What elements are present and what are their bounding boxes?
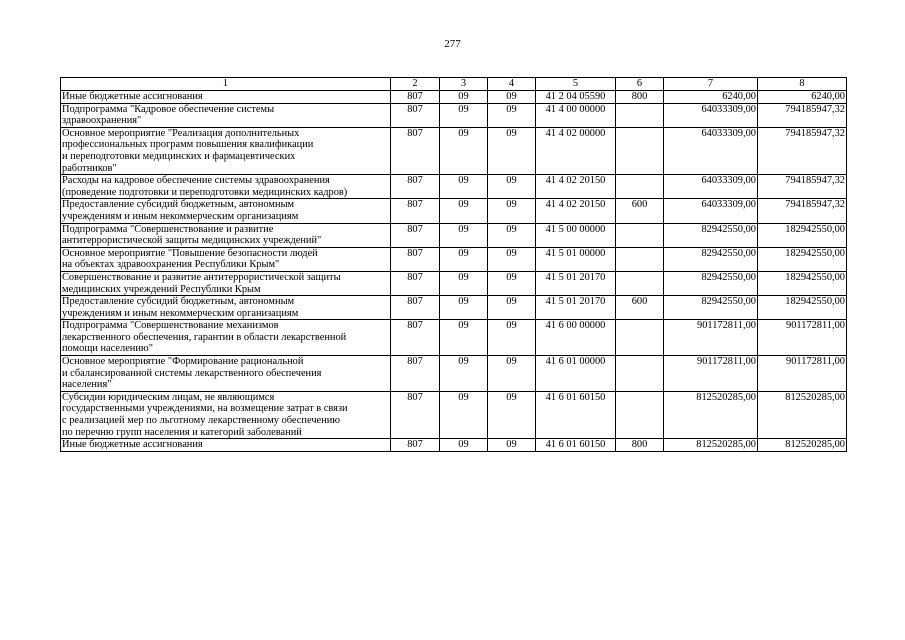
amount-cell [758, 391, 847, 438]
code-cell-text: 807 [407, 271, 423, 283]
section-cell-text: 09 [458, 439, 469, 451]
subsection-cell-text: 09 [506, 271, 517, 283]
section-cell [440, 296, 488, 320]
section-cell-text: 09 [458, 223, 469, 235]
row-name-cell-text: Совершенствование и развитие антитеррористической защиты медицинских учреждений Республики Крым [62, 271, 341, 295]
expense-type-cell [616, 296, 664, 320]
amount-cell [758, 296, 847, 320]
amount-cell [758, 271, 847, 295]
row-name-cell-text: Расходы на кадровое обеспечение системы здравоохранения (проведение подготовки и переподготовки медицинских кадров) [62, 175, 348, 198]
section-cell-text: 09 [458, 247, 469, 259]
row-name-cell [61, 199, 391, 223]
subsection-cell-text: 09 [506, 127, 517, 139]
section-cell-text: 09 [458, 391, 469, 403]
code-cell-text: 807 [407, 127, 423, 139]
target-article-cell-text: 41 5 01 20170 [545, 296, 606, 308]
subsection-cell [488, 103, 536, 127]
table-row [61, 320, 847, 356]
amount-cell [664, 247, 758, 271]
target-article-cell [536, 103, 616, 127]
subsection-cell [488, 296, 536, 320]
section-cell [440, 271, 488, 295]
row-name-cell [61, 391, 391, 438]
amount-cell [664, 356, 758, 392]
amount-cell-text: 182942550,00 [785, 223, 845, 235]
amount-cell-text: 182942550,00 [785, 271, 845, 283]
subsection-cell [488, 247, 536, 271]
row-name-cell-text: Предоставление субсидий бюджетным, автономным учреждениям и иным некоммерческим организациям [62, 199, 299, 222]
subsection-cell [488, 391, 536, 438]
subsection-cell [488, 175, 536, 199]
target-article-cell [536, 91, 616, 104]
target-article-cell [536, 439, 616, 452]
column-header: 7 [664, 78, 758, 91]
subsection-cell [488, 439, 536, 452]
subsection-cell [488, 127, 536, 174]
amount-cell-text: 82942550,00 [701, 271, 756, 283]
target-article-cell [536, 391, 616, 438]
amount-cell-text: 64033309,00 [701, 103, 756, 115]
expense-type-cell [616, 127, 664, 174]
target-article-cell [536, 296, 616, 320]
table-row [61, 175, 847, 199]
column-header: 1 [61, 78, 391, 91]
code-cell-text: 807 [407, 103, 423, 115]
row-name-cell [61, 91, 391, 104]
table-row [61, 271, 847, 295]
code-cell-text: 807 [407, 247, 423, 259]
code-cell [391, 391, 440, 438]
row-name-cell [61, 439, 391, 452]
expense-type-cell [616, 103, 664, 127]
expense-type-cell [616, 175, 664, 199]
column-header: 5 [536, 78, 616, 91]
header-row [61, 78, 847, 91]
code-cell-text: 807 [407, 199, 423, 211]
target-article-cell-text: 41 4 00 00000 [545, 103, 606, 115]
target-article-cell-text: 41 5 00 00000 [545, 223, 606, 235]
amount-cell-text: 812520285,00 [785, 439, 845, 451]
section-cell [440, 103, 488, 127]
code-cell [391, 296, 440, 320]
table-row [61, 247, 847, 271]
expense-type-cell [616, 391, 664, 438]
code-cell-text: 807 [407, 391, 423, 403]
target-article-cell [536, 271, 616, 295]
amount-cell-text: 82942550,00 [701, 223, 756, 235]
target-article-cell [536, 223, 616, 247]
target-article-cell [536, 175, 616, 199]
expense-type-cell [616, 91, 664, 104]
target-article-cell-text: 41 6 01 60150 [545, 391, 606, 403]
row-name-cell [61, 223, 391, 247]
column-header: 6 [616, 78, 664, 91]
subsection-cell-text: 09 [506, 439, 517, 451]
amount-cell [664, 320, 758, 356]
amount-cell-text: 6240,00 [722, 91, 756, 102]
code-cell-text: 807 [407, 296, 423, 308]
target-article-cell-text: 41 4 02 20150 [545, 199, 606, 211]
row-name-cell [61, 271, 391, 295]
amount-cell-text: 901172811,00 [697, 356, 756, 368]
subsection-cell [488, 271, 536, 295]
amount-cell [664, 175, 758, 199]
row-name-cell [61, 103, 391, 127]
table-row [61, 127, 847, 174]
expense-type-cell-text: 800 [631, 439, 648, 451]
subsection-cell [488, 356, 536, 392]
amount-cell-text: 182942550,00 [785, 296, 845, 308]
section-cell-text: 09 [458, 103, 469, 115]
subsection-cell-text: 09 [506, 223, 517, 235]
section-cell-text: 09 [458, 199, 469, 211]
subsection-cell-text: 09 [506, 391, 517, 403]
section-cell [440, 356, 488, 392]
subsection-cell [488, 223, 536, 247]
code-cell [391, 439, 440, 452]
expense-type-cell-text: 600 [631, 199, 648, 211]
section-cell-text: 09 [458, 271, 469, 283]
target-article-cell [536, 247, 616, 271]
amount-cell [758, 439, 847, 452]
code-cell-text: 807 [407, 91, 423, 102]
amount-cell [758, 320, 847, 356]
amount-cell-text: 6240,00 [811, 91, 845, 102]
row-name-cell-text: Подпрограмма "Совершенствование механизмов лекарственного обеспечения, гарантии в области лекарственной помощи населению" [62, 320, 347, 355]
expense-type-cell [616, 320, 664, 356]
subsection-cell [488, 91, 536, 104]
expense-type-cell-text: 600 [631, 296, 648, 308]
amount-cell [664, 391, 758, 438]
section-cell [440, 91, 488, 104]
table-row [61, 199, 847, 223]
subsection-cell [488, 199, 536, 223]
table-row [61, 439, 847, 452]
row-name-cell-text: Основное мероприятие "Реализация дополнительных профессиональных программ повышения квалификации и переподготовки медицинских и фармацевтических работников" [62, 127, 314, 174]
subsection-cell-text: 09 [506, 296, 517, 308]
expense-type-cell [616, 199, 664, 223]
code-cell-text: 807 [407, 439, 423, 451]
amount-cell-text: 812520285,00 [696, 391, 756, 403]
amount-cell [664, 296, 758, 320]
amount-cell-text: 182942550,00 [785, 247, 845, 259]
amount-cell-text: 82942550,00 [701, 296, 756, 308]
expense-type-cell [616, 439, 664, 452]
amount-cell-text: 64033309,00 [701, 127, 756, 139]
row-name-cell-text: Подпрограмма "Совершенствование и развитие антитеррористической защиты медицинских учреждений" [62, 223, 322, 247]
target-article-cell-text: 41 6 00 00000 [545, 320, 606, 332]
target-article-cell [536, 320, 616, 356]
table-row [61, 356, 847, 392]
amount-cell-text: 64033309,00 [701, 175, 756, 187]
row-name-cell-text: Основное мероприятие "Формирование рациональной и сбалансированной системы лекарственного обеспечения населения" [62, 356, 322, 391]
table-row [61, 391, 847, 438]
target-article-cell [536, 199, 616, 223]
amount-cell-text: 794185947,32 [785, 103, 845, 115]
section-cell [440, 127, 488, 174]
subsection-cell-text: 09 [506, 103, 517, 115]
column-header: 2 [391, 78, 440, 91]
amount-cell [758, 175, 847, 199]
table-row [61, 296, 847, 320]
code-cell [391, 223, 440, 247]
target-article-cell-text: 41 4 02 00000 [545, 127, 606, 139]
section-cell-text: 09 [458, 127, 469, 139]
page-number: 277 [444, 38, 461, 50]
section-cell-text: 09 [458, 296, 469, 308]
code-cell [391, 271, 440, 295]
expense-type-cell [616, 271, 664, 295]
expense-type-cell-text: 800 [631, 91, 648, 102]
code-cell-text: 807 [407, 320, 423, 332]
budget-table [60, 77, 847, 452]
amount-cell-text: 794185947,32 [785, 127, 845, 139]
target-article-cell-text: 41 5 01 00000 [545, 247, 606, 259]
expense-type-cell [616, 223, 664, 247]
amount-cell [664, 199, 758, 223]
section-cell [440, 199, 488, 223]
code-cell-text: 807 [407, 356, 423, 368]
section-cell [440, 320, 488, 356]
subsection-cell-text: 09 [506, 91, 517, 102]
row-name-cell-text: Основное мероприятие "Повышение безопасности людей на объектах здравоохранения Республики Крым" [62, 247, 318, 271]
row-name-cell [61, 127, 391, 174]
code-cell [391, 199, 440, 223]
expense-type-cell [616, 356, 664, 392]
code-cell [391, 103, 440, 127]
target-article-cell-text: 41 2 04 05590 [545, 91, 606, 102]
amount-cell-text: 794185947,32 [785, 199, 845, 211]
amount-cell-text: 794185947,32 [785, 175, 845, 187]
amount-cell-text: 901172811,00 [697, 320, 756, 332]
target-article-cell-text: 41 6 01 00000 [545, 356, 606, 368]
amount-cell-text: 901172811,00 [786, 356, 845, 368]
column-header: 8 [758, 78, 847, 91]
amount-cell [664, 127, 758, 174]
amount-cell [758, 91, 847, 104]
section-cell-text: 09 [458, 175, 469, 187]
section-cell-text: 09 [458, 320, 469, 332]
amount-cell [758, 103, 847, 127]
amount-cell-text: 82942550,00 [701, 247, 756, 259]
code-cell [391, 320, 440, 356]
expense-type-cell [616, 247, 664, 271]
amount-cell [664, 91, 758, 104]
target-article-cell-text: 41 5 01 20170 [545, 271, 606, 283]
amount-cell [664, 439, 758, 452]
target-article-cell [536, 127, 616, 174]
target-article-cell-text: 41 6 01 60150 [545, 439, 606, 451]
section-cell [440, 439, 488, 452]
table-row [61, 223, 847, 247]
section-cell [440, 247, 488, 271]
amount-cell [758, 127, 847, 174]
row-name-cell-text: Иные бюджетные ассигнования [62, 91, 203, 102]
amount-cell [758, 199, 847, 223]
row-name-cell-text: Подпрограмма "Кадровое обеспечение системы здравоохранения" [62, 103, 275, 127]
subsection-cell-text: 09 [506, 199, 517, 211]
subsection-cell-text: 09 [506, 320, 517, 332]
subsection-cell-text: 09 [506, 175, 517, 187]
row-name-cell-text: Предоставление субсидий бюджетным, автономным учреждениям и иным некоммерческим организациям [62, 296, 299, 319]
subsection-cell-text: 09 [506, 356, 517, 368]
amount-cell [664, 103, 758, 127]
amount-cell-text: 64033309,00 [701, 199, 756, 211]
amount-cell-text: 901172811,00 [786, 320, 845, 332]
code-cell [391, 91, 440, 104]
amount-cell [758, 356, 847, 392]
row-name-cell-text: Субсидии юридическим лицам, не являющимся государственными учреждениями, на возмещение затрат в связи с реализацией мер по льготному лекарственному обеспечению по перечню групп населения и категорий заболеваний [62, 391, 348, 438]
row-name-cell [61, 175, 391, 199]
code-cell-text: 807 [407, 175, 423, 187]
section-cell [440, 175, 488, 199]
code-cell [391, 356, 440, 392]
amount-cell-text: 812520285,00 [696, 439, 756, 451]
section-cell [440, 223, 488, 247]
row-name-cell [61, 320, 391, 356]
subsection-cell [488, 320, 536, 356]
target-article-cell-text: 41 4 02 20150 [545, 175, 606, 187]
table-row [61, 103, 847, 127]
subsection-cell-text: 09 [506, 247, 517, 259]
amount-cell-text: 812520285,00 [785, 391, 845, 403]
column-header: 4 [488, 78, 536, 91]
amount-cell [758, 247, 847, 271]
row-name-cell [61, 296, 391, 320]
code-cell [391, 127, 440, 174]
section-cell [440, 391, 488, 438]
code-cell [391, 175, 440, 199]
amount-cell [758, 223, 847, 247]
row-name-cell [61, 356, 391, 392]
section-cell-text: 09 [458, 91, 469, 102]
table-body [61, 91, 847, 452]
target-article-cell [536, 356, 616, 392]
code-cell-text: 807 [407, 223, 423, 235]
row-name-cell-text: Иные бюджетные ассигнования [62, 439, 203, 451]
code-cell [391, 247, 440, 271]
section-cell-text: 09 [458, 356, 469, 368]
amount-cell [664, 223, 758, 247]
row-name-cell [61, 247, 391, 271]
amount-cell [664, 271, 758, 295]
table-row [61, 91, 847, 104]
column-header: 3 [440, 78, 488, 91]
